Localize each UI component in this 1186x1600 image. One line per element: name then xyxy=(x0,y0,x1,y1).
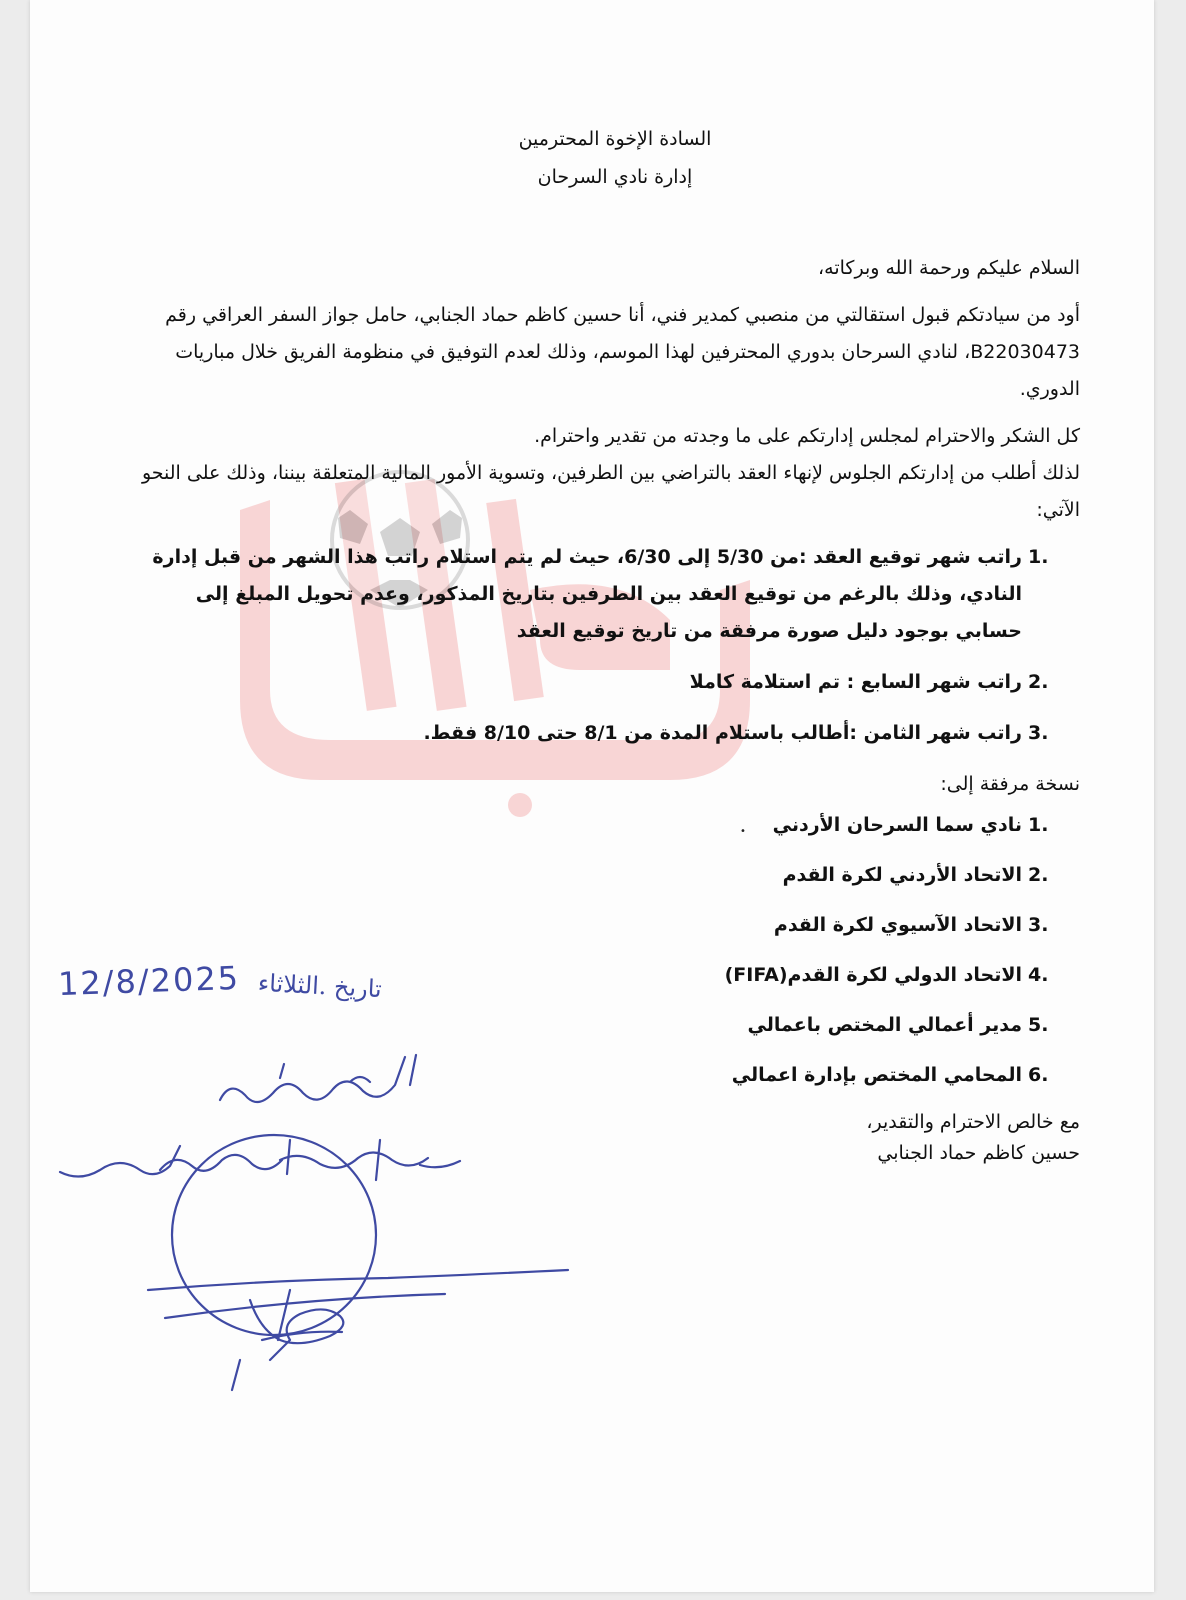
list-item xyxy=(120,1057,1080,1094)
addressee-line-2: إدارة نادي السرحان xyxy=(537,166,693,188)
list-item-text: راتب شهر الثامن :أطالب باستلام المدة من 8/1 حتى 8/10 فقط. xyxy=(423,722,1022,744)
list-item-text: نادي سما السرحان الأردني xyxy=(772,814,1022,836)
copies-list xyxy=(120,807,1080,1094)
list-item xyxy=(120,807,1080,844)
list-number: 6. xyxy=(1028,1064,1049,1086)
list-number: 1. xyxy=(1028,546,1049,568)
addressee-block xyxy=(120,120,1080,196)
paragraph-thanks: كل الشكر والاحترام لمجلس إدارتكم على ما وجدته من تقدير واحترام. xyxy=(534,425,1080,447)
list-item-text: مدير أعمالي المختص باعمالي xyxy=(747,1014,1022,1036)
list-number: 5. xyxy=(1028,1014,1049,1036)
list-item-text: راتب شهر السابع : تم استلامة كاملا xyxy=(689,671,1022,693)
list-item xyxy=(120,907,1080,944)
list-item xyxy=(120,857,1080,894)
list-number: 1. xyxy=(1028,814,1049,836)
closing-block xyxy=(120,1107,1080,1169)
list-item-text: المحامي المختص بإدارة اعمالي xyxy=(731,1064,1022,1086)
handwritten-date: 12/8/2025 xyxy=(57,958,241,1004)
closing-salutation: مع خالص الاحترام والتقدير، xyxy=(866,1111,1080,1133)
list-number: 3. xyxy=(1028,914,1049,936)
list-item-text: راتب شهر توقيع العقد :من 5/30 إلى 6/30، حيث لم يتم استلام راتب هذا الشهر من قبل إدارة النادي، وذلك بالرغم من توقيع العقد بين الطرفين بتاريخ المذكور، وعدم تحويل المبلغ إلى حسابي بوجود دليل صورة مرفقة من تاريخ توقيع العقد xyxy=(152,546,1022,642)
list-number: 2. xyxy=(1028,671,1049,693)
document-page xyxy=(30,0,1154,1592)
list-item xyxy=(120,539,1080,650)
list-item xyxy=(120,1007,1080,1044)
letter-body xyxy=(120,120,1080,1169)
list-number: 4. xyxy=(1028,964,1049,986)
addressee-line-1: السادة الإخوة المحترمين xyxy=(518,128,712,150)
list-item xyxy=(120,664,1080,701)
list-number: 3. xyxy=(1028,722,1049,744)
paragraph-request: لذلك أطلب من إدارتكم الجلوس لإنهاء العقد بالتراضي بين الطرفين، وتسوية الأمور المالية المتعلقة بيننا، وذلك على النحو الآتي: xyxy=(141,462,1080,521)
ink-dot: • xyxy=(740,826,746,837)
list-item xyxy=(120,715,1080,752)
handwritten-day: تاريخ .الثلاثاء xyxy=(257,968,383,1004)
list-number: 2. xyxy=(1028,864,1049,886)
list-item-text: الاتحاد الدولي لكرة القدم(FIFA) xyxy=(724,964,1022,986)
terms-list xyxy=(120,539,1080,752)
paragraph-resignation: أود من سيادتكم قبول استقالتي من منصبي كمدير فني، أنا حسين كاظم حماد الجنابي، حامل جواز السفر العراقي رقم B22030473، لنادي السرحان بدوري المحترفين لهذا الموسم، وذلك لعدم التوفيق في منظومة الفريق خلال مباريات الدوري. xyxy=(165,304,1080,400)
list-item-text: الاتحاد الآسيوي لكرة القدم xyxy=(773,914,1022,936)
list-item-text: الاتحاد الأردني لكرة القدم xyxy=(782,864,1022,886)
closing-name: حسين كاظم حماد الجنابي xyxy=(877,1142,1080,1164)
greeting: السلام عليكم ورحمة الله وبركاته، xyxy=(818,257,1080,279)
copies-heading: نسخة مرفقة إلى: xyxy=(940,773,1080,795)
